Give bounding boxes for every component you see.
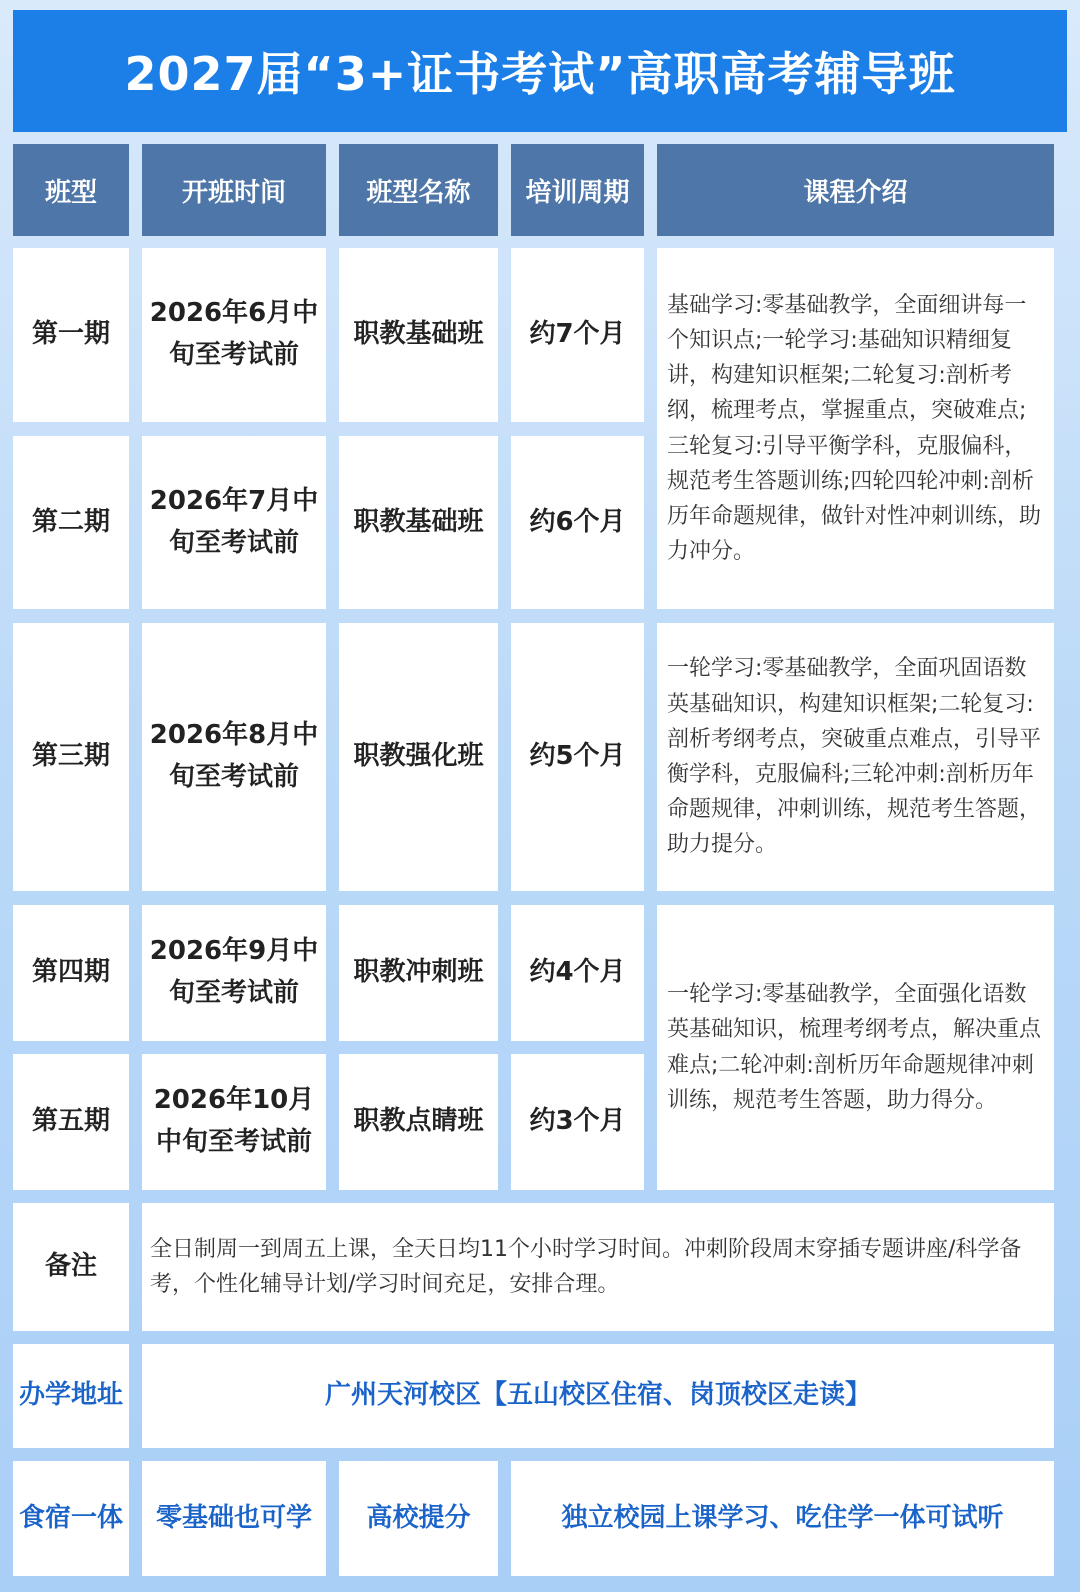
page-title: 2027届“3+证书考试”高职高考辅导班: [13, 10, 1067, 132]
row1-type: 第一期: [13, 248, 129, 422]
header-course-intro: 课程介绍: [657, 144, 1054, 236]
row5-start-line1: 2026年10月: [153, 1085, 315, 1116]
note-content: [142, 1203, 1054, 1331]
row4-class-name: 职教冲刺班: [339, 905, 498, 1041]
row3-start-line2: 旬至考试前: [168, 762, 299, 792]
row1-class-name: 职教基础班: [339, 248, 498, 422]
row2-start-line2: 旬至考试前: [168, 527, 299, 558]
footer-item-campus: 独立校园上课学习、吃住学一体可试听: [511, 1461, 1054, 1576]
row2-class-name: 职教基础班: [339, 436, 498, 609]
row2-start-time: [142, 436, 326, 609]
course-intro-period-3: [657, 623, 1054, 891]
header-class-name: 班型名称: [339, 144, 498, 236]
row4-start-time: [142, 905, 326, 1041]
row1-start-line1: 2026年6月中: [149, 298, 319, 329]
row3-start-time: [142, 623, 326, 891]
header-start-time: 开班时间: [142, 144, 326, 236]
row2-start-line1: 2026年7月中: [149, 485, 319, 516]
row2-duration: 约6个月: [511, 436, 644, 609]
row3-type: 第三期: [13, 623, 129, 891]
course-intro-text: 一轮学习:零基础教学，全面强化语数英基础知识，梳理考纲考点，解决重点难点;二轮冲刺:剖析历年命题规律冲刺训练，规范考生答题，助力得分。: [667, 982, 1042, 1113]
row5-start-time: [142, 1054, 326, 1190]
footer-item-zero-basis: 零基础也可学: [142, 1461, 326, 1576]
row3-start-line1: 2026年8月中: [149, 720, 319, 751]
course-intro-text: 一轮学习:零基础教学，全面巩固语数英基础知识，构建知识框架;二轮复习:剖析考纲考点，突破重点难点，引导平衡学科，克服偏科;三轮冲刺:剖析历年命题规律，冲刺训练，规范考生答题，助力提分。: [667, 656, 1042, 858]
row3-duration: 约5个月: [511, 623, 644, 891]
note-text: 全日制周一到周五上课，全天日均11个小时学习时间。冲刺阶段周末穿插专题讲座/科学备考，个性化辅导计划/学习时间充足，安排合理。: [150, 1236, 1022, 1297]
header-class-type: 班型: [13, 144, 129, 236]
course-intro-text: 基础学习:零基础教学，全面细讲每一个知识点;一轮学习:基础知识精细复讲，构建知识框架;二轮复习:剖析考纲，梳理考点，掌握重点，突破难点;三轮复习:引导平衡学科，克服偏科，规范考生答题训练;四轮四轮冲刺:剖析历年命题规律，做针对性冲刺训练，助力冲分。: [667, 292, 1042, 565]
row5-start-line2: 中旬至考试前: [155, 1127, 312, 1157]
row1-start-time: [142, 248, 326, 422]
row1-duration: 约7个月: [511, 248, 644, 422]
address-label: 办学地址: [13, 1344, 129, 1448]
course-intro-periods-1-2: [657, 248, 1054, 609]
footer-item-score-boost: 高校提分: [339, 1461, 498, 1576]
note-label: 备注: [13, 1203, 129, 1331]
row5-type: 第五期: [13, 1054, 129, 1190]
row1-start-line2: 旬至考试前: [168, 340, 299, 370]
row4-duration: 约4个月: [511, 905, 644, 1041]
row3-class-name: 职教强化班: [339, 623, 498, 891]
header-duration: 培训周期: [511, 144, 644, 236]
row4-start-line1: 2026年9月中: [149, 936, 319, 967]
address-text: 广州天河校区【五山校区住宿、岗顶校区走读】: [142, 1344, 1054, 1448]
row4-type: 第四期: [13, 905, 129, 1041]
course-intro-periods-4-5: [657, 905, 1054, 1190]
row4-start-line2: 旬至考试前: [168, 978, 299, 1008]
footer-label: 食宿一体: [13, 1461, 129, 1576]
row5-class-name: 职教点睛班: [339, 1054, 498, 1190]
row2-type: 第二期: [13, 436, 129, 609]
row5-duration: 约3个月: [511, 1054, 644, 1190]
